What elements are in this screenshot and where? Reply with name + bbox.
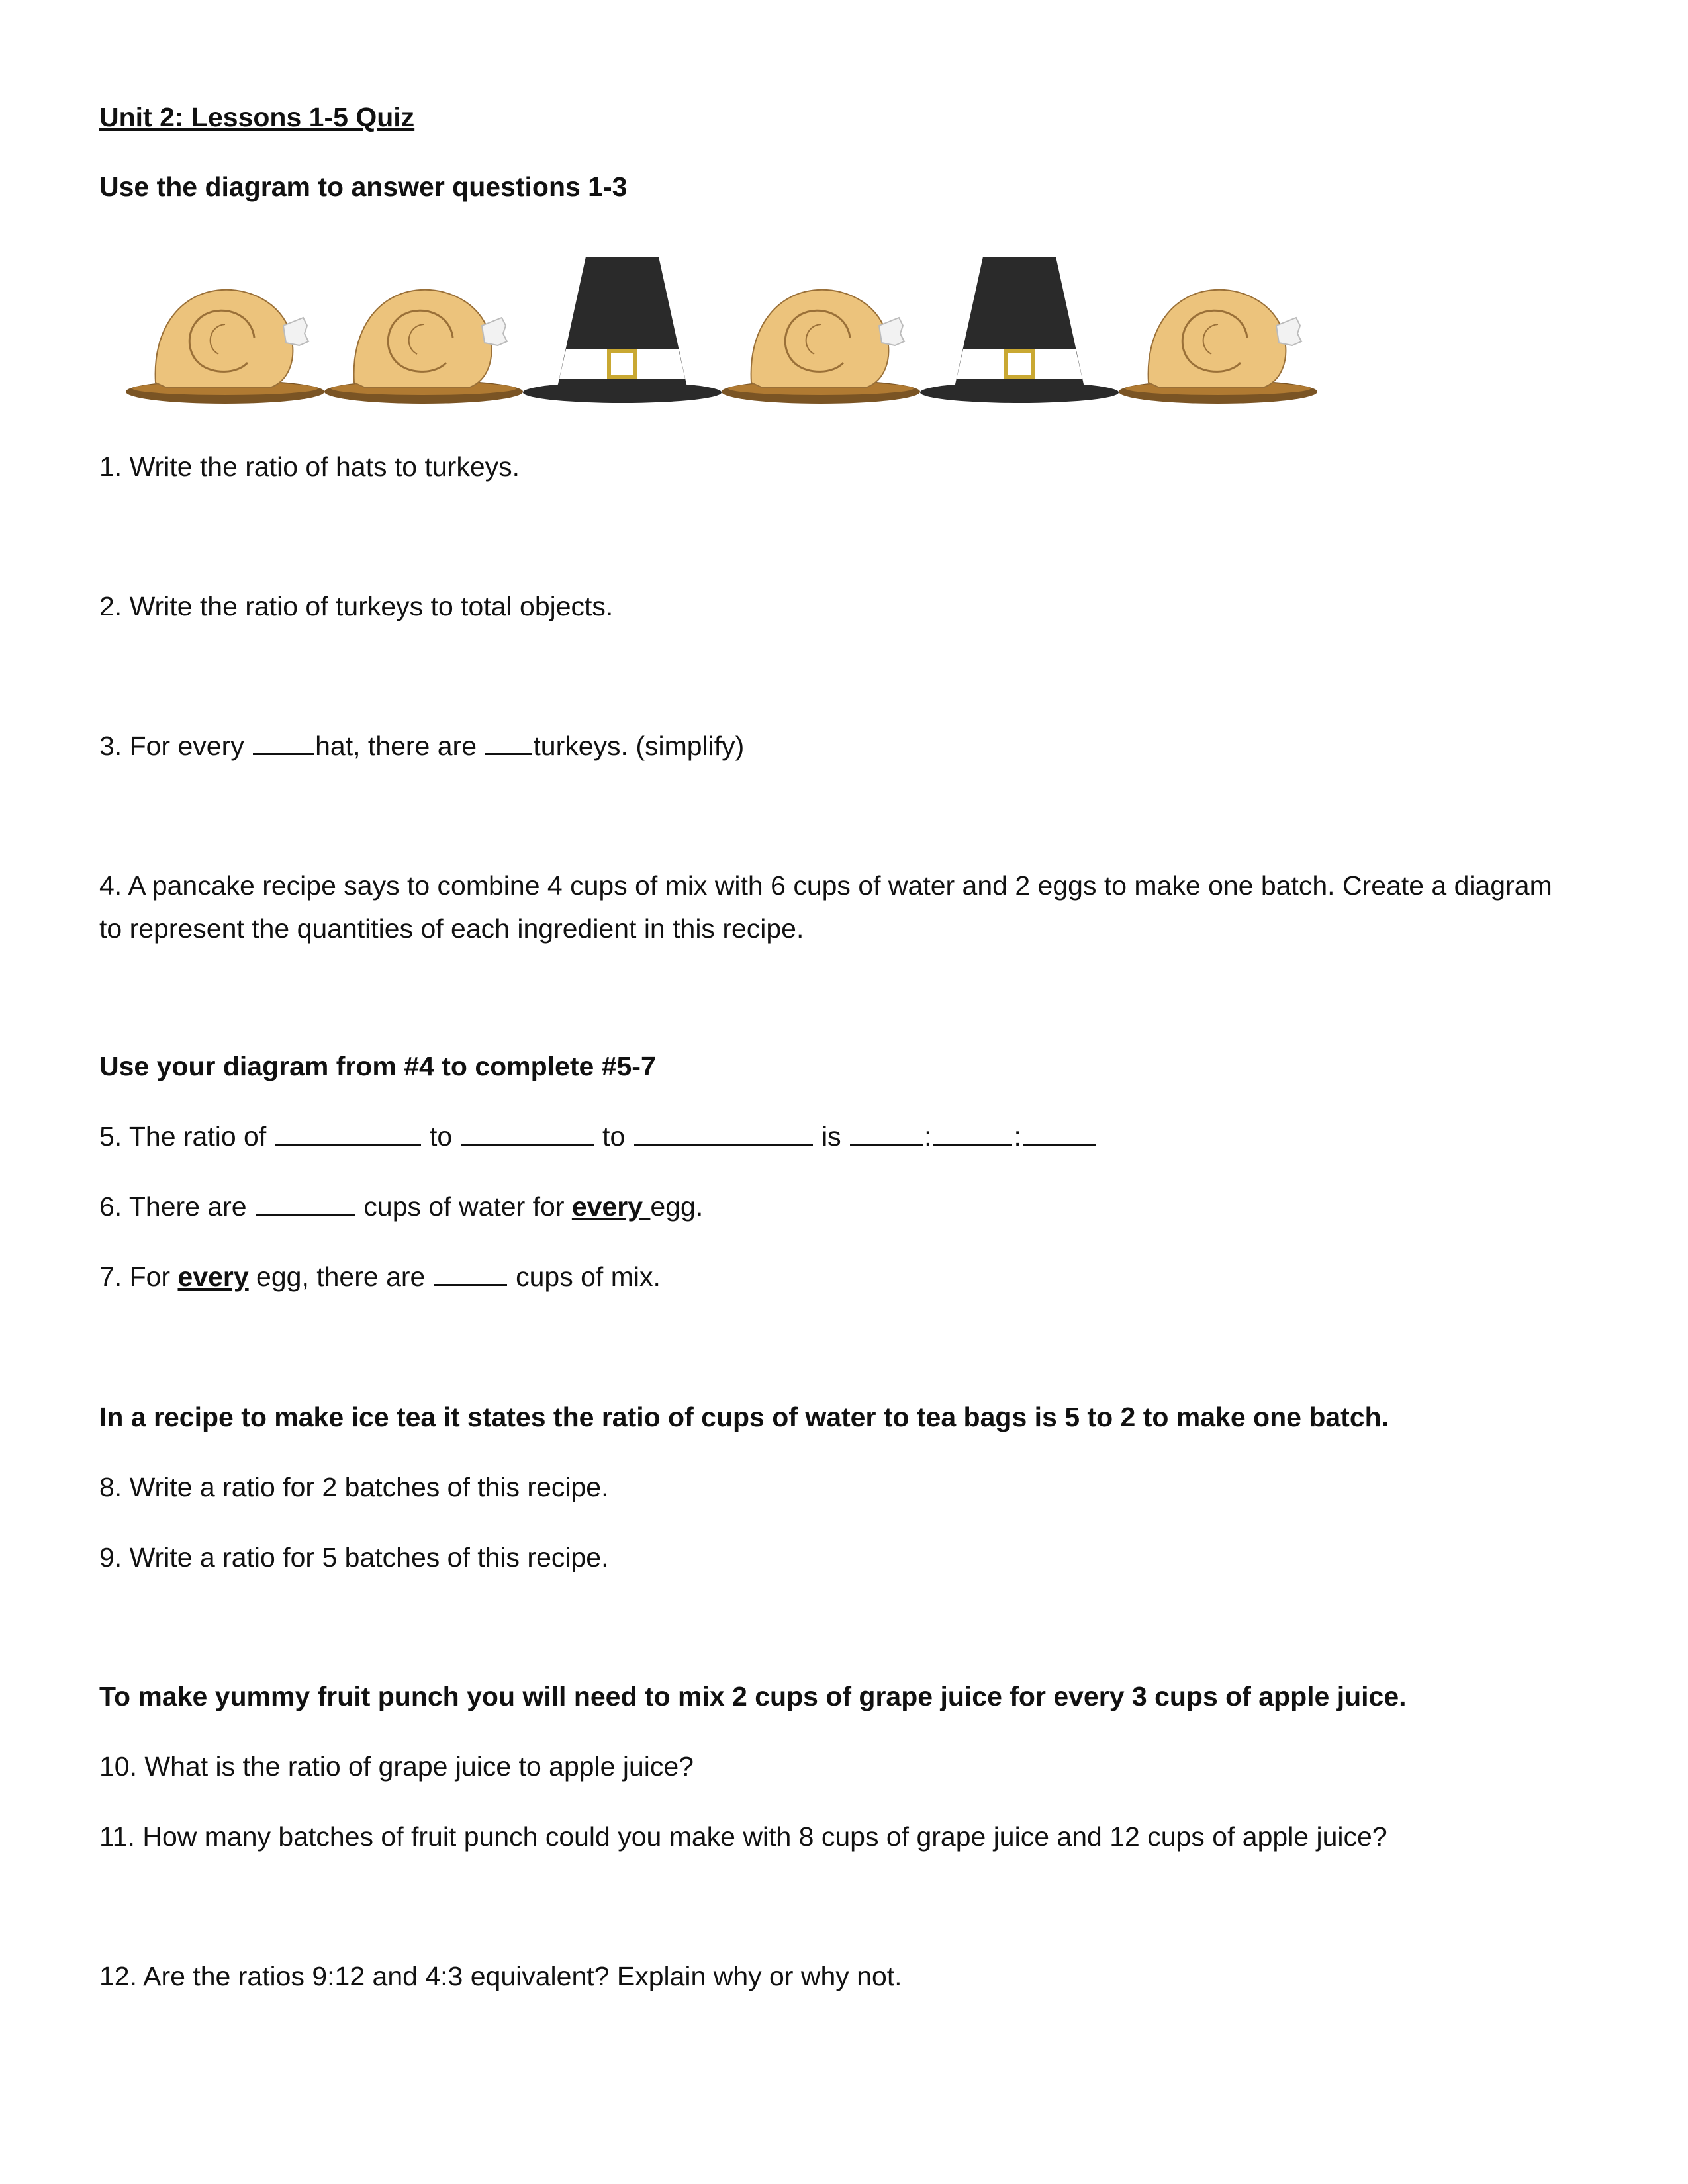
q6-text-a: 6. There are	[99, 1191, 254, 1222]
q6-every: every	[571, 1191, 651, 1222]
question-5	[99, 1116, 1097, 1157]
question-3	[99, 725, 744, 766]
q3-text-c: turkeys. (simplify)	[533, 731, 745, 761]
question-10: 10. What is the ratio of grape juice to apple juice?	[99, 1751, 694, 1782]
question-12: 12. Are the ratios 9:12 and 4:3 equivalent? Explain why or why not.	[99, 1961, 902, 1991]
turkey-icon	[126, 290, 324, 404]
q3-blank-turkeys[interactable]	[485, 731, 532, 755]
q7-text-a: 7. For	[99, 1261, 178, 1292]
q7-every: every	[177, 1261, 249, 1292]
q5-colon-1: :	[924, 1121, 932, 1152]
q5-blank-2[interactable]	[461, 1121, 594, 1146]
q6-text-c: egg.	[650, 1191, 704, 1222]
turkey-icon	[324, 290, 523, 404]
section-heading-fruit-punch: To make yummy fruit punch you will need to mix 2 cups of grape juice for every 3 cups of apple juice.	[99, 1681, 1407, 1711]
q5-is: is	[821, 1121, 841, 1152]
q5-text-a: 5. The ratio of	[99, 1121, 274, 1152]
q7-text-b: egg, there are	[248, 1261, 433, 1292]
turkey-icon	[1119, 290, 1317, 404]
q3-blank-hats[interactable]	[253, 731, 314, 755]
q5-to-1: to	[430, 1121, 453, 1152]
question-4-line2: to represent the quantities of each ingredient in this recipe.	[99, 913, 804, 944]
q7-text-c: cups of mix.	[508, 1261, 661, 1292]
question-11: 11. How many batches of fruit punch could you make with 8 cups of grape juice and 12 cups of apple juice?	[99, 1821, 1387, 1852]
q5-blank-3[interactable]	[634, 1121, 813, 1146]
question-6	[99, 1186, 703, 1227]
question-8: 8. Write a ratio for 2 batches of this recipe.	[99, 1472, 609, 1502]
turkey-icon	[722, 290, 920, 404]
q5-to-2: to	[602, 1121, 626, 1152]
section-heading-diagram: Use the diagram to answer questions 1-3	[99, 171, 628, 202]
q5-colon-2: :	[1013, 1121, 1021, 1152]
q6-text-b: cups of water for	[356, 1191, 572, 1222]
pilgrim-hat-icon	[523, 257, 722, 403]
section-heading-ice-tea: In a recipe to make ice tea it states the ratio of cups of water to tea bags is 5 to 2 to make one batch.	[99, 1402, 1389, 1432]
turkey-hat-diagram	[126, 251, 1337, 424]
q5-blank-ratio-3[interactable]	[1023, 1121, 1096, 1146]
q5-blank-ratio-1[interactable]	[850, 1121, 923, 1146]
q7-blank[interactable]	[434, 1261, 507, 1286]
question-2: 2. Write the ratio of turkeys to total objects.	[99, 591, 614, 621]
question-9: 9. Write a ratio for 5 batches of this recipe.	[99, 1542, 609, 1572]
q5-blank-ratio-2[interactable]	[933, 1121, 1012, 1146]
page-title: Unit 2: Lessons 1-5 Quiz	[99, 102, 415, 132]
question-7	[99, 1256, 661, 1297]
section-heading-diagram-4: Use your diagram from #4 to complete #5-7	[99, 1051, 656, 1081]
question-4-line1: 4. A pancake recipe says to combine 4 cups of mix with 6 cups of water and 2 eggs to make one batch. Create a diagram	[99, 870, 1552, 901]
q5-blank-1[interactable]	[275, 1121, 421, 1146]
question-1: 1. Write the ratio of hats to turkeys.	[99, 451, 520, 482]
q3-text-a: 3. For every	[99, 731, 252, 761]
q3-text-b: hat, there are	[315, 731, 485, 761]
pilgrim-hat-icon	[920, 257, 1119, 403]
q6-blank[interactable]	[256, 1191, 355, 1216]
